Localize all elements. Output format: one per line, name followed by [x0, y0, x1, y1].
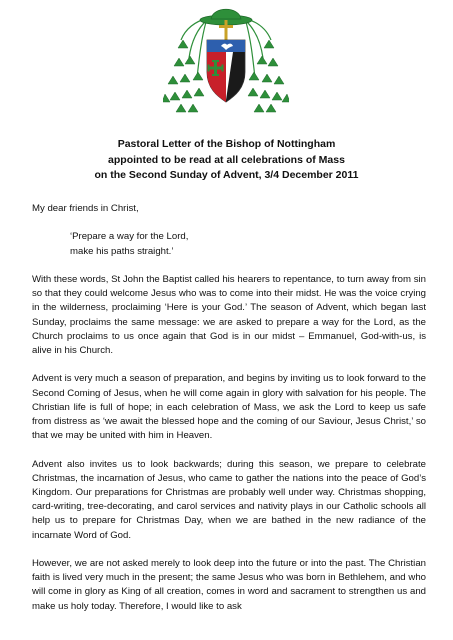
paragraph: However, we are not asked merely to look deep into the future or into the past. The Christian faith is lived very much in the present; the same Jesus who was born in Bethlehem, and who will come in glory as King of all creation, comes in word and sacrament to strengthen us and make us holy today. Therefore, I would like to ask [32, 558, 426, 612]
paragraph: With these words, St John the Baptist called his hearers to repentance, to turn away from sin so that they could welcome Jesus who was to come into their midst. He was the voice crying in the wilderness, proclaiming ‘Here is your God.’ The season of Advent, which began last Sunday, proclaims the same message: we are asked to prepare a way for the Lord, as the Church proclaims to us once again that God is in our midst – Emmanuel, God-with-us, is alive in his Church. [32, 273, 426, 356]
scripture-quote [70, 230, 426, 258]
paragraph: Advent is very much a season of preparation, and begins by inviting us to look forward to the Second Coming of Jesus, when he will come again in glory with salvation for his people. The Christian life is full of hope; in each celebration of Mass, we ask the Lord to keep us safe from distress as ‘we await the blessed hope and the coming of our Saviour, Jesus Christ,’ so that we may be united with him in Heaven. [32, 373, 426, 442]
quote-line-2: make his paths straight.’ [70, 245, 174, 257]
paragraph: Advent also invites us to look backwards; during this season, we prepare to celebrate Christmas, the incarnation of Jesus, who came to gather the nations into the peace of God’s Kingdom. Our preparations for Christmas are probably well under way. Christmas shopping, card-writing, tree-decorating, and carol services and nativity plays in our Catholic schools all help us to prepare for Christmas Day, when we are bathed in the new radiance of the incarnate Word of God. [32, 458, 426, 541]
coat-of-arms-emblem [163, 0, 289, 113]
salutation: My dear friends in Christ, [32, 203, 139, 214]
title-line-1: Pastoral Letter of the Bishop of Nottingham [117, 138, 336, 150]
title-line-2: appointed to be read at all celebrations of Mass [108, 153, 345, 166]
letter-title [30, 137, 423, 184]
quote-line-1: ‘Prepare a way for the Lord, [70, 231, 189, 243]
title-line-3: on the Second Sunday of Advent, 3/4 December 2011 [94, 169, 359, 181]
letter-body [32, 202, 426, 628]
